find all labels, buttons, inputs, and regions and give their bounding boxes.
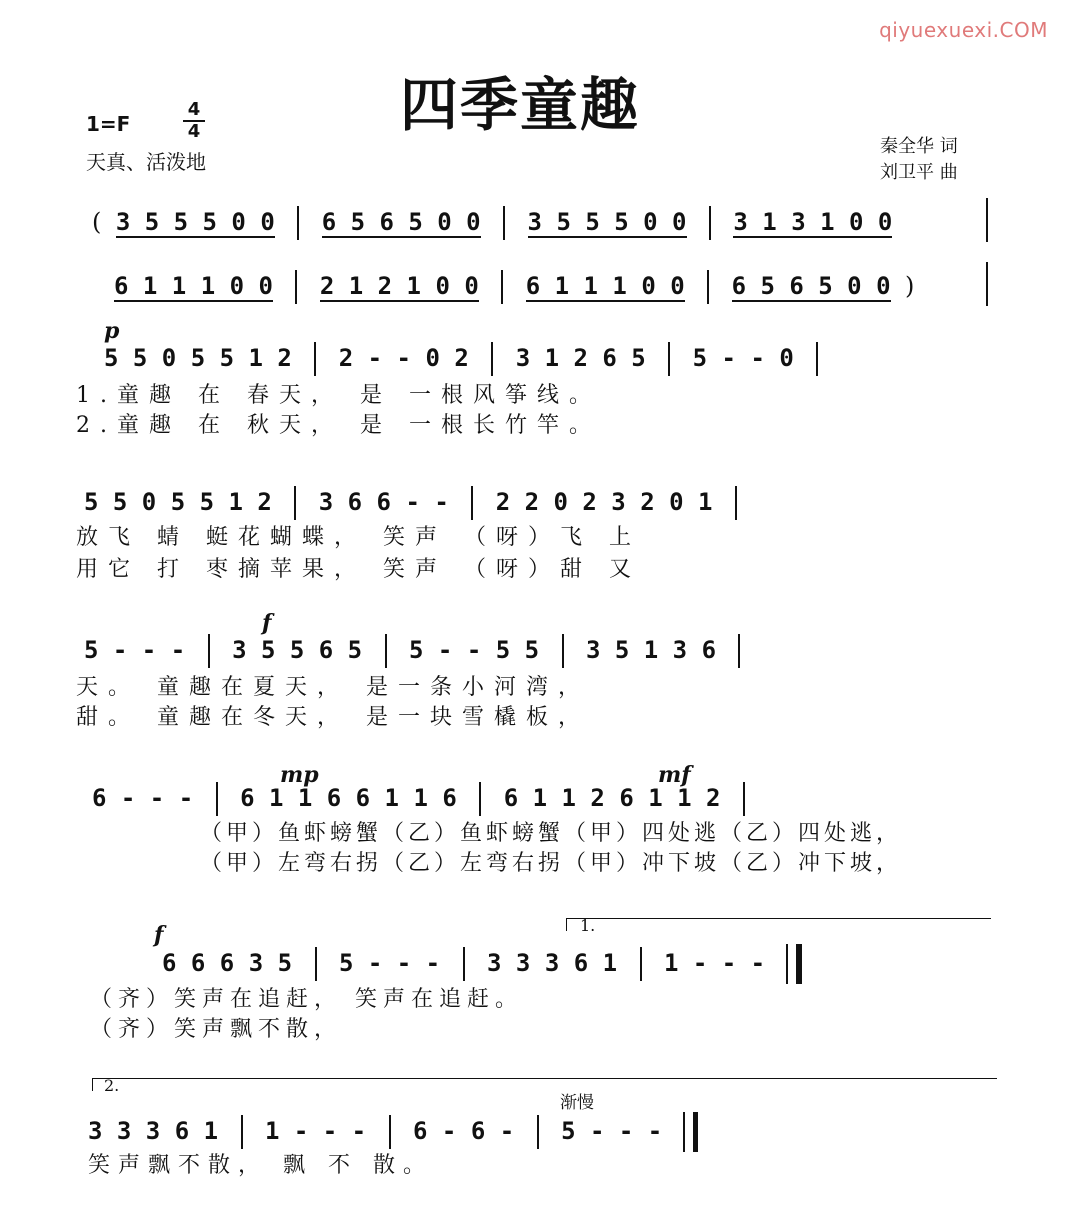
- watermark: qiyuexuexi.COM: [879, 18, 1048, 42]
- dynamic-p: p: [104, 318, 120, 344]
- measure: 2 2 0 2 3 2 0 1: [495, 488, 713, 516]
- barline: [315, 947, 317, 981]
- intro-measure: 6 5 6 5 0 0: [731, 272, 891, 300]
- final-barline: [683, 1112, 698, 1152]
- time-signature: [180, 100, 208, 142]
- barline: [707, 270, 709, 304]
- lyrics-row-6: 笑声飘不散， 飘 不 散。: [88, 1153, 433, 1178]
- measure: 2 - - 0 2: [338, 344, 469, 372]
- measure: 3 6 6 - -: [318, 488, 449, 516]
- barline: [471, 486, 473, 520]
- lyrics-row-5-verse-2: （齐）笑声飘不散，: [90, 1017, 343, 1042]
- barline: [385, 634, 387, 668]
- first-ending-bracket: [566, 918, 991, 931]
- time-sig-top: 4: [187, 99, 201, 120]
- lyrics-row-2-verse-2: 用它 打 枣摘苹果， 笑声 （呀）甜 又: [76, 557, 641, 582]
- measure: 6 6 6 3 5: [162, 949, 293, 977]
- melody-row-5: [162, 944, 802, 984]
- melody-row-4: [92, 782, 753, 816]
- key-signature: 1=F: [86, 112, 131, 136]
- barline: [501, 270, 503, 304]
- measure: 3 5 1 3 6: [585, 636, 717, 664]
- tempo-marking: 天真、活泼地: [86, 150, 206, 174]
- measure: 5 5 0 5 5 1 2: [104, 344, 292, 372]
- barline: [294, 486, 296, 520]
- measure: 3 3 3 6 1: [88, 1117, 219, 1145]
- barline: [208, 634, 210, 668]
- barline: [463, 947, 465, 981]
- lyrics-row-3-verse-1: 天。 童趣在夏天， 是一条小河湾，: [76, 675, 590, 700]
- ritardando-marking: 渐慢: [560, 1093, 594, 1113]
- melody-row-6: [88, 1112, 698, 1152]
- barline: [295, 270, 297, 304]
- lyricist: 秦全华 词: [880, 136, 958, 157]
- barline: [537, 1115, 539, 1149]
- barline: [735, 486, 737, 520]
- barline: [986, 198, 988, 242]
- intro-open-paren: (: [92, 208, 102, 236]
- lyrics-row-2-verse-1: 放飞 蜻 蜓花蝴蝶， 笑声 （呀）飞 上: [76, 525, 641, 550]
- barline: [389, 1115, 391, 1149]
- lyrics-row-4-verse-2: （甲）左弯右拐（乙）左弯右拐（甲）冲下坡（乙）冲下坡，: [200, 851, 903, 876]
- first-ending-label: 1.: [580, 916, 596, 935]
- second-ending-label: 2.: [104, 1076, 120, 1095]
- measure: 3 1 2 6 5: [515, 344, 646, 372]
- measure: 1 - - -: [264, 1117, 367, 1145]
- barline: [816, 342, 818, 376]
- dynamic-mp: mp: [280, 762, 319, 788]
- intro-measure: 6 1 1 1 0 0: [114, 272, 273, 300]
- measure: 5 - - -: [84, 636, 186, 664]
- barline: [562, 634, 564, 668]
- dynamic-mf: mf: [658, 762, 691, 788]
- song-title: 四季童趣: [400, 71, 641, 139]
- measure: 6 - 6 -: [413, 1117, 515, 1145]
- time-sig-bottom: 4: [187, 121, 201, 142]
- lyrics-row-1-verse-1: 1.童趣 在 春天， 是 一根风筝线。: [76, 383, 601, 408]
- melody-row-1: [104, 342, 826, 376]
- second-ending-bracket: [92, 1078, 997, 1091]
- measure: 6 1 1 2 6 1 1 2: [503, 784, 721, 812]
- barline: [314, 342, 316, 376]
- intro-line-2: [114, 270, 914, 304]
- intro-measure: 6 1 1 1 0 0: [525, 272, 685, 300]
- barline: [297, 206, 299, 240]
- intro-measure: 2 1 2 1 0 0: [319, 272, 479, 300]
- lyrics-row-1-verse-2: 2.童趣 在 秋天， 是 一根长竹竿。: [76, 413, 601, 438]
- measure: 6 1 1 6 6 1 1 6: [240, 784, 457, 812]
- repeat-end-barline: [786, 944, 802, 984]
- barline: [738, 634, 740, 668]
- lyrics-row-5-verse-1: （齐）笑声在追赶， 笑声在追赶。: [90, 987, 523, 1012]
- intro-measure: 3 5 5 5 0 0: [527, 208, 687, 236]
- measure: 5 - - 0: [692, 344, 794, 372]
- measure: 5 - - 5 5: [409, 636, 540, 664]
- measure: 5 - - -: [338, 949, 441, 977]
- barline: [216, 782, 218, 816]
- melody-row-2: [84, 486, 745, 520]
- intro-measure: 6 5 6 5 0 0: [321, 208, 481, 236]
- measure: 3 3 3 6 1: [487, 949, 618, 977]
- intro-line-1: [92, 206, 892, 240]
- measure: 6 - - -: [92, 784, 194, 812]
- dynamic-f-2: f: [154, 922, 164, 948]
- measure: 3 5 5 6 5: [232, 636, 363, 664]
- barline: [241, 1115, 243, 1149]
- lyrics-row-3-verse-2: 甜。 童趣在冬天， 是一块雪橇板，: [76, 705, 590, 730]
- barline: [668, 342, 670, 376]
- measure: 5 - - -: [561, 1117, 663, 1145]
- measure: 1 - - -: [663, 949, 766, 977]
- dynamic-f: f: [262, 610, 272, 636]
- barline: [743, 782, 745, 816]
- barline: [491, 342, 493, 376]
- barline: [640, 947, 642, 981]
- measure: 5 5 0 5 5 1 2: [84, 488, 272, 516]
- barline: [503, 206, 505, 240]
- composer: 刘卫平 曲: [880, 162, 958, 183]
- barline: [986, 262, 988, 306]
- barline: [709, 206, 711, 240]
- lyrics-row-4-verse-1: （甲）鱼虾螃蟹（乙）鱼虾螃蟹（甲）四处逃（乙）四处逃，: [200, 821, 903, 846]
- barline: [479, 782, 481, 816]
- melody-row-3: [84, 634, 748, 668]
- intro-measure: 3 1 3 1 0 0: [733, 208, 893, 236]
- intro-close-paren: ): [904, 272, 915, 300]
- intro-measure: 3 5 5 5 0 0: [115, 208, 275, 236]
